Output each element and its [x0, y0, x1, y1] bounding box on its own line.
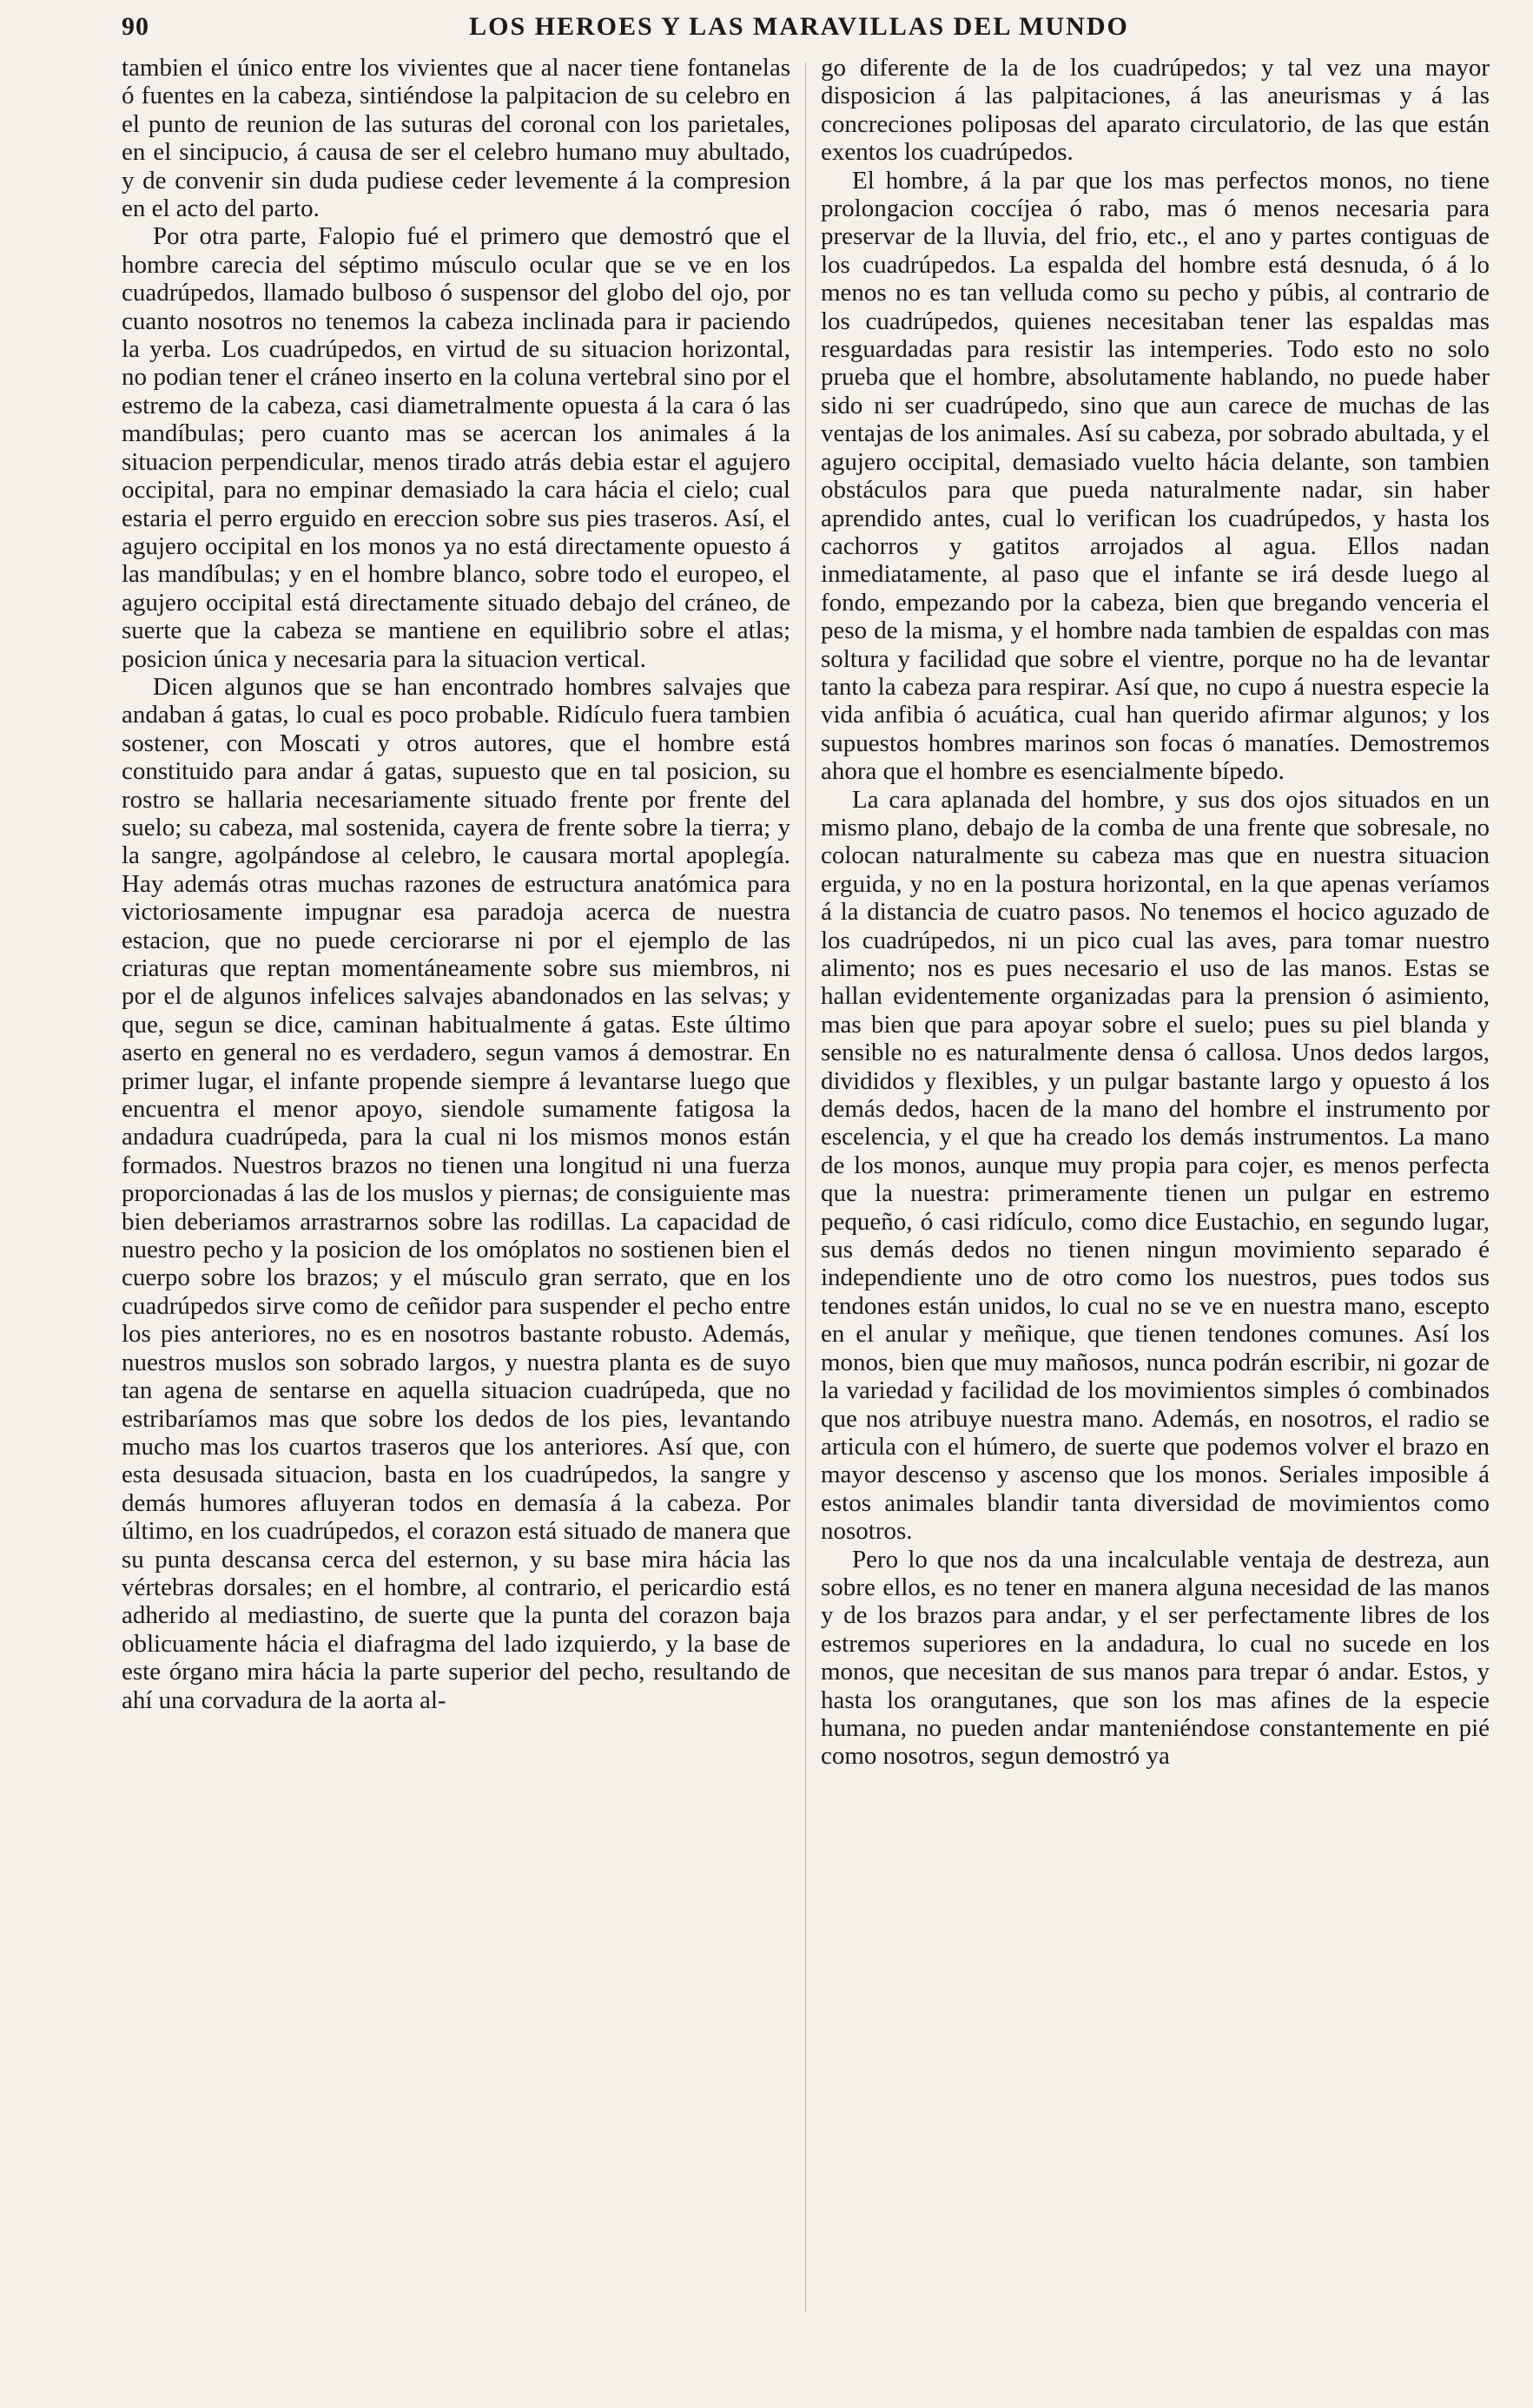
page-number: 90	[122, 12, 149, 41]
column-divider	[805, 63, 806, 2312]
left-column	[122, 54, 790, 2329]
running-title: LOS HEROES Y LAS MARAVILLAS DEL MUNDO	[469, 12, 1129, 41]
paragraph: tambien el único entre los vivientes que al nacer tiene fontanelas ó fuentes en la cabeza, sintiéndose la palpitacion de su celebro en el punto de reunion de las suturas del coronal con los parietales, en el sincipucio, á causa de ser el celebro humano muy abultado, y de convenir sin duda pudiese ceder levemente á la compresion en el acto del parto.	[122, 54, 790, 223]
paragraph: El hombre, á la par que los mas perfectos monos, no tiene prolongacion coccíjea ó rabo, mas ó menos necesaria para preservar de la lluvia, del frio, etc., el ano y partes contiguas de los cuadrúpedos. La espalda del hombre está desnuda, ó á lo menos no es tan velluda como su pecho y púbis, al contrario de los cuadrúpedos, quienes necesitaban tener las espaldas mas resguardadas para resistir las intemperies. Todo esto no solo prueba que el hombre, absolutamente hablando, no puede haber sido ni ser cuadrúpedo, sino que aun carece de muchas de las ventajas de los animales. Así su cabeza, por sobrado abultada, y el agujero occipital, demasiado vuelto hácia delante, son tambien obstáculos para que pueda naturalmente nadar, sin haber aprendido antes, cual lo verifican los cuadrúpedos, y hasta los cachorros y gatitos arrojados al agua. Ellos nadan inmediatamente, al paso que el infante se irá desde luego al fondo, empezando por la cabeza, bien que bregando venceria el peso de la misma, y el hombre nada tambien de espaldas con mas soltura y facilidad que sobre el vientre, porque no ha de levantar tanto la cabeza para respirar. Así que, no cupo á nuestra especie la vida anfibia ó acuática, cual han querido afirmar algunos; y los supuestos hombres marinos son focas ó manatíes. Demostremos ahora que el hombre es esencialmente bípedo.	[821, 166, 1490, 786]
paragraph: go diferente de la de los cuadrúpedos; y tal vez una mayor disposicion á las palpitaciones, á las aneurismas y á las concreciones poliposas del aparato circulatorio, de las que están exentos los cuadrúpedos.	[821, 54, 1490, 167]
paragraph: Pero lo que nos da una incalculable ventaja de destreza, aun sobre ellos, es no tener en manera alguna necesidad de las manos y de los brazos para andar, y el ser perfectamente libres de los estremos superiores en la andadura, lo cual no sucede en los monos, que necesitan de sus manos para trepar ó andar. Estos, y hasta los orangutanes, que son los mas afines de la especie humana, no pueden andar manteniéndose constantemente en pié como nosotros, segun demostró ya	[821, 1545, 1490, 1771]
paragraph: Dicen algunos que se han encontrado hombres salvajes que andaban á gatas, lo cual es poco probable. Ridículo fuera tambien sostener, con Moscati y otros autores, que el hombre está constituido para andar á gatas, supuesto que en tal posicion, su rostro se hallaria necesariamente situado frente por frente del suelo; su cabeza, mal sostenida, cayera de frente sobre la tierra; y la sangre, agolpándose al celebro, le causara mortal apoplegía. Hay además otras muchas razones de estructura anatómica para victoriosamente impugnar esa paradoja acerca de nuestra estacion, que no puede cerciorarse ni por el ejemplo de las criaturas que reptan momentáneamente sobre sus miembros, ni por el de algunos infelices salvajes abandonados en las selvas; y que, segun se dice, caminan habitualmente á gatas. Este último aserto en general no es verdadero, segun vamos á demostrar. En primer lugar, el infante propende siempre á levantarse luego que encuentra el menor apoyo, siendole sumamente fatigosa la andadura cuadrúpeda, para la cual ni los mismos monos están formados. Nuestros brazos no tienen una longitud ni una fuerza proporcionadas á las de los muslos y piernas; de consiguiente mas bien deberiamos arrastrarnos sobre las rodillas. La capacidad de nuestro pecho y la posicion de los omóplatos no sostienen bien el cuerpo sobre los brazos; y el músculo gran serrato, que en los cuadrúpedos sirve como de ceñidor para suspender el pecho entre los pies anteriores, no es en nosotros bastante robusto. Además, nuestros muslos son sobrado largos, y nuestra planta es de suyo tan agena de sentarse en aquella situacion cuadrúpeda, que no estribaríamos mas que sobre los dedos de los pies, levantando mucho mas los cuartos traseros que los anteriores. Así que, con esta desusada situacion, basta en los cuadrúpedos, la sangre y demás humores afluyeran todos en demasía á la cabeza. Por último, en los cuadrúpedos, el corazon está situado de manera que su punta descansa cerca del esternon, y su base mira hácia las vértebras dorsales; en el hombre, al contrario, el pericardio está adherido al mediastino, de suerte que la punta del corazon baja oblicuamente hácia el diafragma del lado izquierdo, y la base de este órgano mira hácia la parte superior del pecho, resultando de ahí una corvadura de la aorta al-	[122, 672, 790, 1714]
right-column	[821, 54, 1490, 2329]
page-header	[122, 12, 1477, 47]
paragraph: La cara aplanada del hombre, y sus dos ojos situados en un mismo plano, debajo de la comba de una frente que sobresale, no colocan naturalmente su cabeza mas que en nuestra situacion erguida, y no en la postura horizontal, en la que apenas veríamos á la distancia de cuatro pasos. No tenemos el hocico aguzado de los cuadrúpedos, ni un pico cual las aves, para tomar nuestro alimento; nos es pues necesario el uso de las manos. Estas se hallan evidentemente organizadas para la prension ó asimiento, mas bien que para apoyar sobre el suelo; pues su piel blanda y sensible no es naturalmente densa ó callosa. Unos dedos largos, divididos y flexibles, y un pulgar bastante largo y opuesto á los demás dedos, hacen de la mano del hombre el instrumento por escelencia, y el que ha creado los demás instrumentos. La mano de los monos, aunque muy propia para cojer, es menos perfecta que la nuestra: primeramente tienen un pulgar en estremo pequeño, ó casi ridículo, como dice Eustachio, en segundo lugar, sus demás dedos no tienen ningun movimiento separado é independiente uno de otro como los nuestros, pues todos sus tendones están unidos, lo cual no se ve en nuestra mano, escepto en el anular y meñique, que tienen tendones comunes. Así los monos, bien que muy mañosos, nunca podrán escribir, ni gozar de la variedad y facilidad de los movimientos simples ó combinados que nos atribuye nuestra mano. Además, en nosotros, el radio se articula con el húmero, de suerte que podemos volver el brazo en mayor descenso y ascenso que los monos. Seriales imposible á estos animales blandir tanta diversidad de movimientos como nosotros.	[821, 785, 1490, 1546]
paragraph: Por otra parte, Falopio fué el primero que demostró que el hombre carecia del séptimo músculo ocular que se ve en los cuadrúpedos, llamado bulboso ó suspensor del globo del ojo, por cuanto nosotros no tenemos la cabeza inclinada para ir paciendo la yerba. Los cuadrúpedos, en virtud de su situacion horizontal, no podian tener el cráneo inserto en la coluna vertebral sino por el estremo de la cabeza, casi diametralmente opuesta á la cara ó las mandíbulas; pero cuanto mas se acercan los animales á la situacion perpendicular, menos tirado atrás debia estar el agujero occipital, para no empinar demasiado la cara hácia el cielo; cual estaria el perro erguido en ereccion sobre sus pies traseros. Así, el agujero occipital en los monos ya no está directamente opuesto á las mandíbulas; y en el hombre blanco, sobre todo el europeo, el agujero occipital está directamente situado debajo del cráneo, de suerte que la cabeza se mantiene en equilibrio sobre el atlas; posicion única y necesaria para la situacion vertical.	[122, 222, 790, 673]
